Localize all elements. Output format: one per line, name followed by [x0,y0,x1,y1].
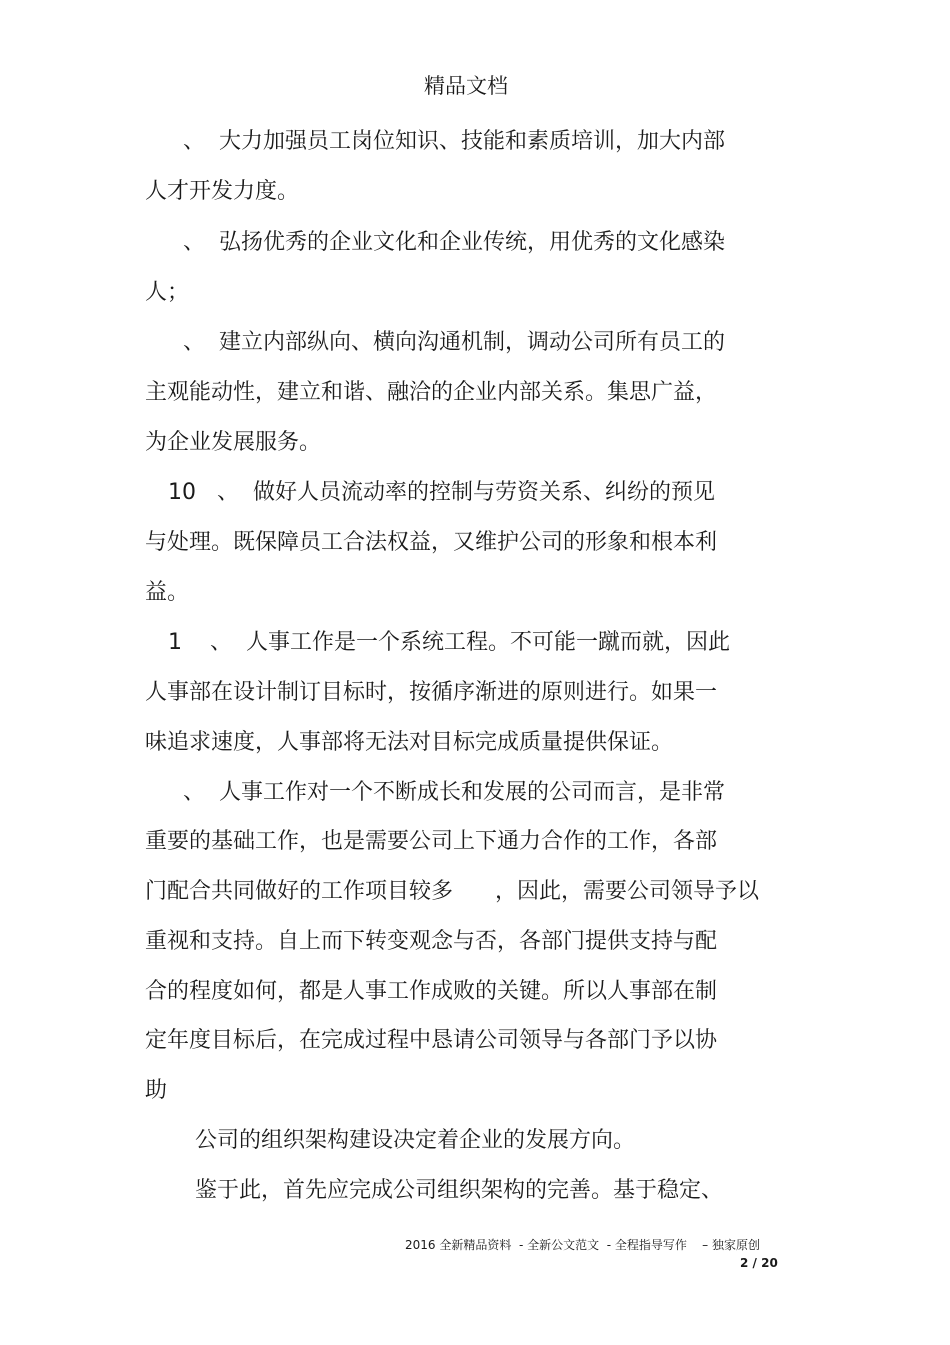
page-header-title: 精品文档 [424,74,508,98]
page-number: 2 / 20 [740,1256,778,1270]
text-line: 与处理。既保障员工合法权益，又维护公司的形象和根本利 [145,530,718,555]
text-line: 公司的组织架构建设决定着企业的发展方向。 [195,1128,636,1153]
text-line: 主观能动性，建立和谐、融洽的企业内部关系。集思广益， [145,380,718,405]
text-line: 人； [145,280,190,305]
text-line: 1 、 人事工作是一个系统工程。不可能一蹴而就，因此 [168,630,730,655]
footer-slogan: 2016 全新精品资料 - 全新公文范文 - 全程指导写作 – 独家原创 [405,1238,760,1252]
text-line: 门配合共同做好的工作项目较多 ，因此，需要公司领导予以 [145,879,759,904]
text-line: 味追求速度，人事部将无法对目标完成质量提供保证。 [145,730,674,755]
text-line: 重要的基础工作，也是需要公司上下通力合作的工作，各部 [145,829,718,854]
text-line: 10 、 做好人员流动率的控制与劳资关系、纠纷的预见 [168,480,715,505]
text-line: 为企业发展服务。 [145,430,322,455]
text-line: 、 建立内部纵向、横向沟通机制，调动公司所有员工的 [183,330,725,355]
text-line: 、 弘扬优秀的企业文化和企业传统，用优秀的文化感染 [183,230,725,255]
text-line: 定年度目标后，在完成过程中恳请公司领导与各部门予以协 [145,1028,718,1053]
text-line: 重视和支持。自上而下转变观念与否，各部门提供支持与配 [145,929,718,954]
text-line: 人事部在设计制订目标时，按循序渐进的原则进行。如果一 [145,680,718,705]
text-line: 益。 [145,580,190,605]
text-line: 助 [145,1078,168,1103]
text-line: 鉴于此，首先应完成公司组织架构的完善。基于稳定、 [195,1178,724,1203]
text-line: 、 人事工作对一个不断成长和发展的公司而言，是非常 [183,780,725,805]
text-line: 人才开发力度。 [145,179,300,204]
text-line: 合的程度如何，都是人事工作成败的关键。所以人事部在制 [145,979,718,1004]
text-line: 、 大力加强员工岗位知识、技能和素质培训，加大内部 [183,129,725,154]
